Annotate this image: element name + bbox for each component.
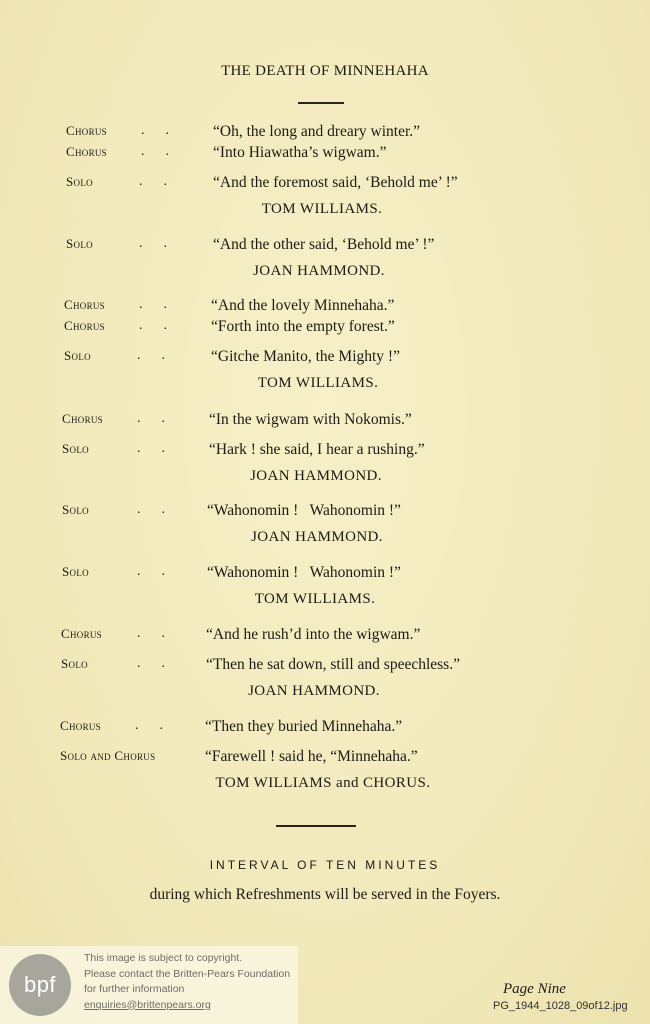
text-line: “Gitche Manito, the Mighty !” [211,348,400,365]
text-line: “And the other said, ‘Behold me’ !” [213,236,435,253]
part-label: Chorus [60,718,101,733]
text-line: “Farewell ! said he, “Minnehaha.” [205,748,418,765]
singer-name: JOAN HAMMOND. [251,529,383,545]
part-label: Chorus [64,297,105,312]
leader-dots: . . [141,144,169,159]
image-filename: PG_1944_1028_09of12.jpg [493,1000,628,1012]
program-row [0,502,650,524]
program-row [0,718,650,740]
part-label: Solo [62,441,89,456]
text-line: “Wahonomin ! Wahonomin !” [207,502,401,519]
copyright-text [84,951,290,1013]
leader-dots: . . [137,656,165,671]
leader-dots: . . [139,297,167,312]
program-row [0,626,650,648]
page-title: THE DEATH OF MINNEHAHA [221,63,429,79]
text-line: “Hark ! she said, I hear a rushing.” [209,441,425,458]
interval-heading: INTERVAL OF TEN MINUTES [209,858,441,872]
leader-dots: . . [137,411,165,426]
copyright-line: This image is subject to copyright. [84,952,243,964]
part-label: Solo [62,502,89,517]
leader-dots: . . [137,441,165,456]
text-line: “Oh, the long and dreary winter.” [213,123,421,140]
part-label: Chorus [62,411,103,426]
refreshments-note: during which Refreshments will be served in the Foyers. [149,886,501,903]
program-row [0,656,650,678]
part-label: Solo and Chorus [60,748,156,763]
contact-email-link[interactable]: enquiries@brittenpears.org [84,998,211,1011]
program-row [0,174,650,196]
copyright-line: Please contact the Britten-Pears Foundation [84,967,291,980]
program-row [0,748,650,770]
bpf-logo [9,954,71,1016]
singer-name: TOM WILLIAMS. [254,591,376,607]
program-row [0,144,650,166]
leader-dots: . . [139,318,167,333]
leader-dots: . . [139,236,167,251]
leader-dots: . . [137,564,165,579]
part-label: Chorus [61,626,102,641]
program-row [0,441,650,463]
part-label: Chorus [64,318,105,333]
interval-divider [276,825,356,827]
leader-dots: . . [137,502,165,517]
part-label: Solo [66,236,93,251]
text-line: “Then they buried Minnehaha.” [205,718,403,735]
page-number: Page Nine [503,981,566,997]
copyright-line: for further information [84,983,185,995]
text-line: “Wahonomin ! Wahonomin !” [207,564,401,581]
text-line: “Into Hiawatha’s wigwam.” [213,144,387,161]
singer-name: JOAN HAMMOND. [250,468,382,484]
program-row [0,318,650,340]
part-label: Solo [62,564,89,579]
leader-dots: . . [141,123,169,138]
leader-dots: . . [135,718,163,733]
part-label: Solo [61,656,88,671]
part-label: Chorus [66,123,107,138]
part-label: Solo [64,348,91,363]
text-line: “In the wigwam with Nokomis.” [209,411,412,428]
text-line: “And he rush’d into the wigwam.” [206,626,421,643]
text-line: “Forth into the empty forest.” [211,318,395,335]
text-line: “And the lovely Minnehaha.” [211,297,395,314]
singer-name: TOM WILLIAMS. [257,375,379,391]
program-row [0,297,650,319]
title-divider [298,102,344,104]
singer-name: JOAN HAMMOND. [248,683,380,699]
singer-name: JOAN HAMMOND. [253,263,385,279]
leader-dots: . . [139,174,167,189]
text-line: “Then he sat down, still and speechless.” [206,656,460,673]
bpf-logo-text: bpf [23,972,57,997]
part-label: Chorus [66,144,107,159]
leader-dots: . . [137,348,165,363]
program-row [0,564,650,586]
text-line: “And the foremost said, ‘Behold me’ !” [213,174,458,191]
program-row [0,348,650,370]
leader-dots: . . [137,626,165,641]
program-row [0,236,650,258]
program-row [0,123,650,145]
program-row [0,411,650,433]
singer-name: TOM WILLIAMS and CHORUS. [215,775,431,791]
part-label: Solo [66,174,93,189]
singer-name: TOM WILLIAMS. [261,201,383,217]
